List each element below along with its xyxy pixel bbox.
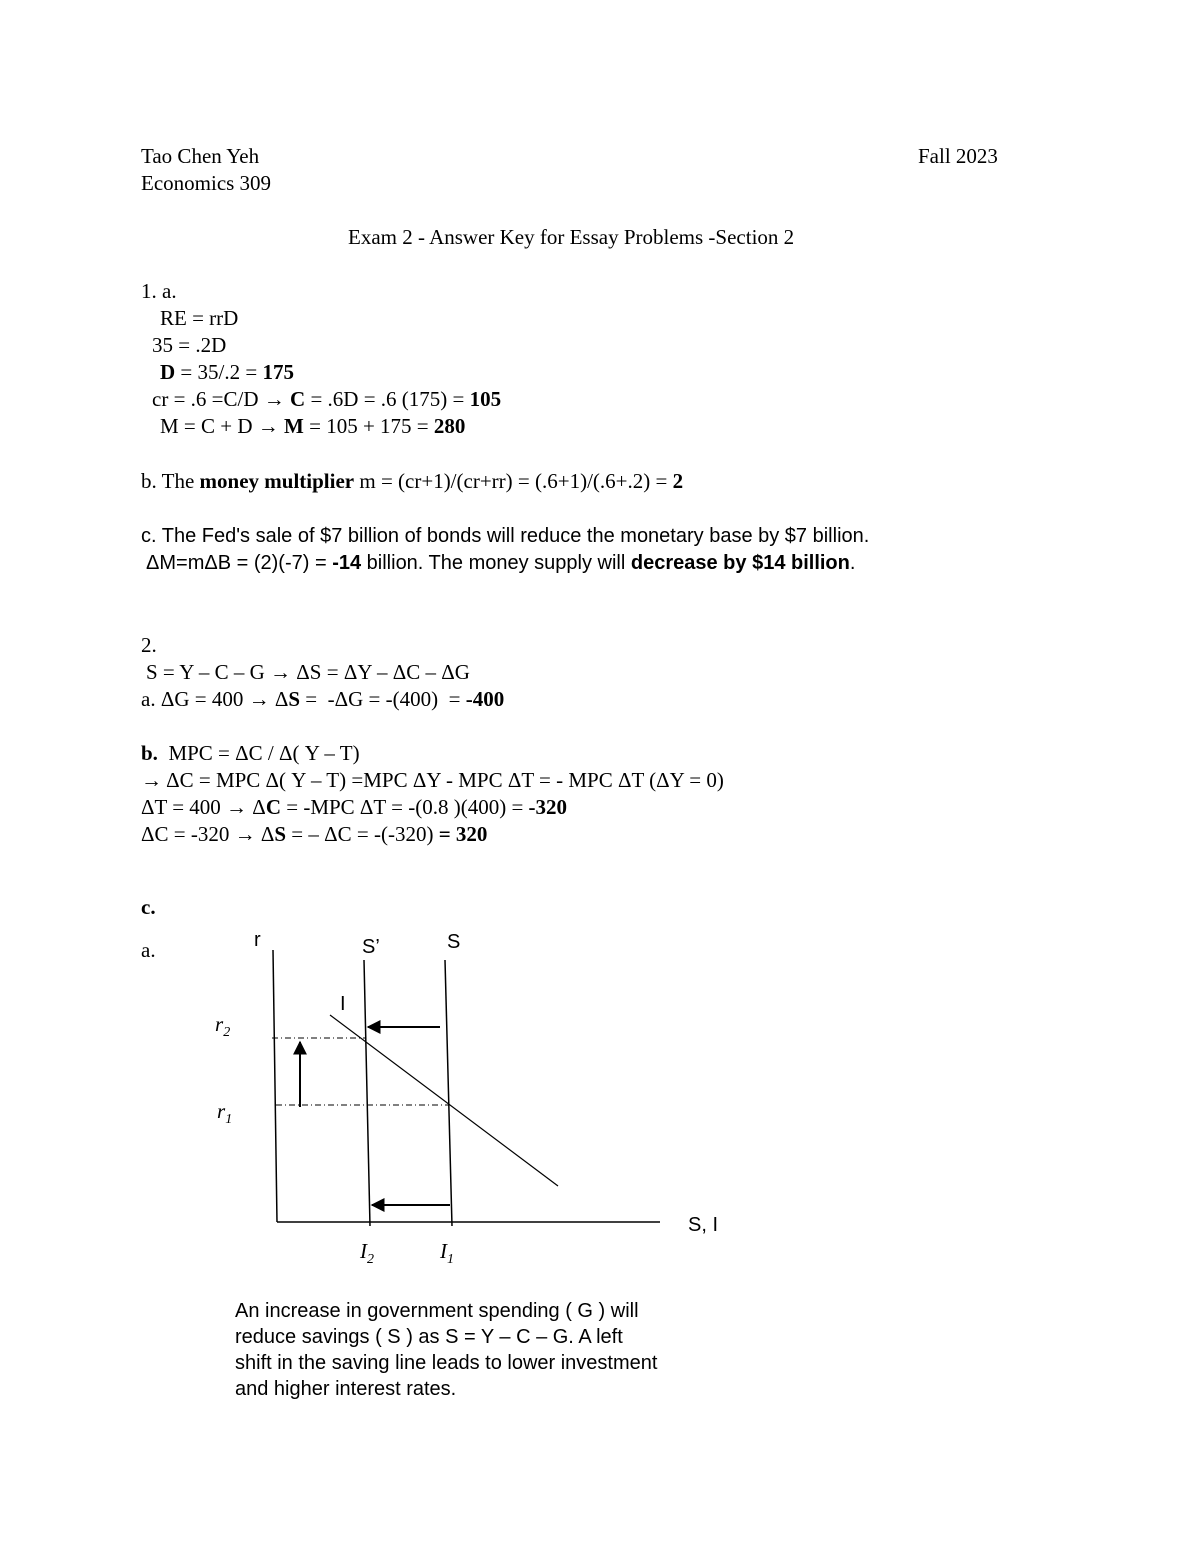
q2-line-1: S = Y – C – G → ΔS = ΔY – ΔC – ΔG [146,660,470,684]
s-label: S [447,931,461,953]
author-name: Tao Chen Yeh [141,144,260,168]
q1-line-3: D = 35/.2 = 175 [160,360,294,384]
q1-part-c-line-2: ΔM=mΔB = (2)(-7) = -14 billion. The money supply will decrease by $14 billion. [146,552,856,574]
q2-part-b-line-3: ΔT = 400 → ΔC = -MPC ΔT = -(0.8 )(400) = -320 [141,795,568,819]
caption-line-4: and higher interest rates. [235,1378,457,1400]
investment-label: I [340,993,346,1015]
i2-label: $I_2$ [360,1239,374,1268]
q2-part-c-label: c. [141,895,156,919]
page-title: Exam 2 - Answer Key for Essay Problems -Section 2 [348,225,795,249]
caption-line-3: shift in the saving line leads to lower investment [235,1352,658,1374]
q2-part-a: a. ΔG = 400 → ΔS = -ΔG = -(400) = -400 [141,687,505,711]
q1-line-4: cr = .6 =C/D → C = .6D = .6 (175) = 105 [152,387,502,411]
term: Fall 2023 [918,144,998,168]
x-axis-label: S, I [688,1214,719,1236]
i1-label: $I_1$ [440,1239,454,1268]
q1-line-1: RE = rrD [160,306,239,330]
caption-line-1: An increase in government spending ( G ) will [235,1300,639,1322]
q2-part-b-line-1: b. MPC = ΔC / Δ( Y – T) [141,741,360,765]
y-axis [273,950,277,1222]
s-prime-label: S’ [362,936,380,958]
course-name: Economics 309 [141,171,272,195]
saving-line-s [445,960,452,1226]
q2-part-b-line-4: ΔC = -320 → ΔS = – ΔC = -(-320) = 320 [141,822,488,846]
q1-part-b: b. The money multiplier m = (cr+1)/(cr+rr) = (.6+1)/(.6+.2) = 2 [141,469,684,493]
r1-label: $r_1$ [217,1099,233,1128]
caption-line-2: reduce savings ( S ) as S = Y – C – G. A left [235,1326,623,1348]
r2-label: $r_2$ [215,1012,231,1041]
investment-line [330,1015,558,1186]
q2-label: 2. [141,633,157,657]
q1-line-5: M = C + D → M = 105 + 175 = 280 [160,414,466,438]
r-axis-label: r [254,929,261,951]
q1-label: 1. a. [141,279,177,303]
q1-part-c-line-1: c. The Fed's sale of $7 billion of bonds will reduce the monetary base by $7 billion. [141,525,870,547]
q1-line-2: 35 = .2D [152,333,227,357]
saving-line-s-prime [364,960,370,1226]
q2-part-a-figure-label: a. [141,938,156,962]
q2-part-b-line-2: → ΔC = MPC Δ( Y – T) =MPC ΔY - MPC ΔT = - MPC ΔT (ΔY = 0) [141,768,724,792]
